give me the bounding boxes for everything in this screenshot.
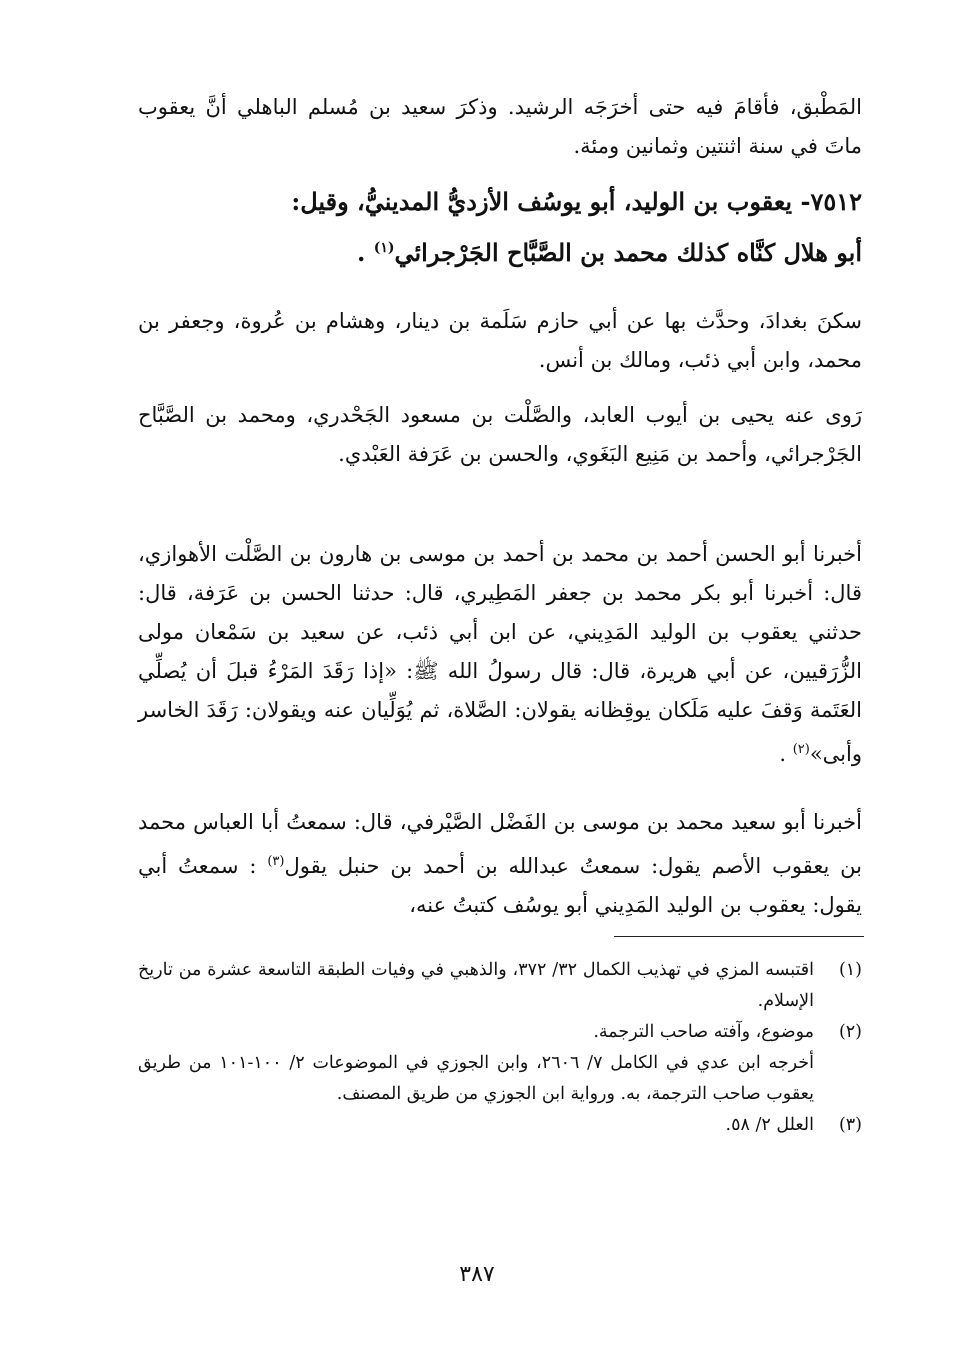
entry-heading-line-2-text: أبو هلال كنَّاه كذلك محمد بن الصَّبَّاح الجَرْجرائي [394,238,862,267]
entry-heading-line-2 [138,225,862,276]
page-number: ٣٨٧ [459,1262,495,1287]
paragraph-5 [138,803,862,925]
footnote-1-text: اقتبسه المزي في تهذيب الكمال ٣٢/ ٣٧٢، والذهبي في وفيات الطبقة التاسعة عشرة من تاريخ الإسلام. [138,960,815,1011]
paragraph-4-end: . [779,742,793,766]
footnote-2-continued [138,1048,862,1110]
footnote-ref-1: (١) [373,240,395,256]
footnote-ref-3: (٣) [267,854,285,869]
paragraph-5-text-a: أخبرنا أبو سعيد محمد بن موسى بن الفَضْل الصَّيْرفي، قال: سمعتُ أبا العباس محمد بن يعقوب الأصم يقول: سمعتُ عبدالله بن أحمد بن حنبل يقول [138,810,862,878]
paragraph-3-block [138,396,862,474]
paragraph-4 [138,535,862,774]
paragraph-3: رَوى عنه يحيى بن أيوب العابد، والصَّلْت بن مسعود الجَحْدري، ومحمد بن الصَّبَّاح الجَرْجرائي، وأحمد بن مَنِيع البَغَوي، والحسن بن عَرَفة العَبْدي. [138,403,862,466]
footnote-2-continued-mark [814,1048,862,1110]
footnote-2-text: موضوع، وآفته صاحب الترجمة. [593,1022,814,1042]
footnotes [138,955,862,1141]
paragraph-2-block [138,302,862,380]
entry-heading [138,178,862,276]
footnote-3-text: العلل ٢/ ٥٨. [725,1115,814,1135]
paragraph-2: سكنَ بغدادَ، وحدَّث بها عن أبي حازم سَلَمة بن دينار، وهشام بن عُروة، وجعفر بن محمد، وابن أبي ذئب، ومالك بن أنس. [138,309,862,372]
footnote-1-mark: (١) [838,960,862,980]
paragraph-5-block [138,803,862,925]
footnote-2-mark: (٢) [838,1022,862,1042]
footnote-3-mark: (٣) [838,1115,862,1135]
entry-heading-line-1: ٧٥١٢- يعقوب بن الوليد، أبو يوسُف الأزديُّ المدينيُّ، وقيل: [291,187,862,216]
footnote-separator [614,936,864,937]
footnote-ref-2: (٢) [792,742,810,757]
footnote-2 [138,1017,862,1048]
entry-heading-text [138,178,862,276]
paragraph-1: المَطْبق، فأقامَ فيه حتى أخرَجَه الرشيد. وذكرَ سعيد بن مُسلم الباهلي أنَّ يعقوب ماتَ في سنة اثنتين وثمانين ومئة. [138,95,862,158]
footnote-3 [138,1110,862,1141]
paragraph-4-text: أخبرنا أبو الحسن أحمد بن محمد بن أحمد بن موسى بن هارون بن الصَّلْت الأهوازي، قال: أخبرنا أبو بكر محمد بن جعفر المَطِيري، قال: حدثنا الحسن بن عَرَفة، قال: حدثني يعقوب بن الوليد المَدِيني، عن ابن أبي ذئب، عن سعيد بن سَمْعان مولى الزُّرَقيين، عن أبي هريرة، قال: قال رسولُ الله ﷺ: «إذا رَقَدَ المَرْءُ قبلَ أن يُصلِّي العَتَمة وَقفَ عليه مَلَكان يوقِظانه يقولان: الصَّلاة، ثم يُوَلِّيان عنه ويقولان: رَقَدَ الخاسر وأبى» [138,542,862,766]
footnote-2-continued-text: أخرجه ابن عدي في الكامل ٧/ ٢٦٠٦، وابن الجوزي في الموضوعات ٢/ ١٠٠-١٠١ من طريق يعقوب صاحب الترجمة، به. ورواية ابن الجوزي من طريق المصنف. [138,1053,814,1104]
footnote-1 [138,955,862,1017]
paragraph-5-text-b: : سمعتُ أبي يقول: يعقوب بن الوليد المَدِيني أبو يوسُف كتبتُ عنه، [138,854,862,917]
main-text [138,88,862,166]
paragraph-4-block [138,535,862,774]
entry-heading-end: . [356,238,374,267]
